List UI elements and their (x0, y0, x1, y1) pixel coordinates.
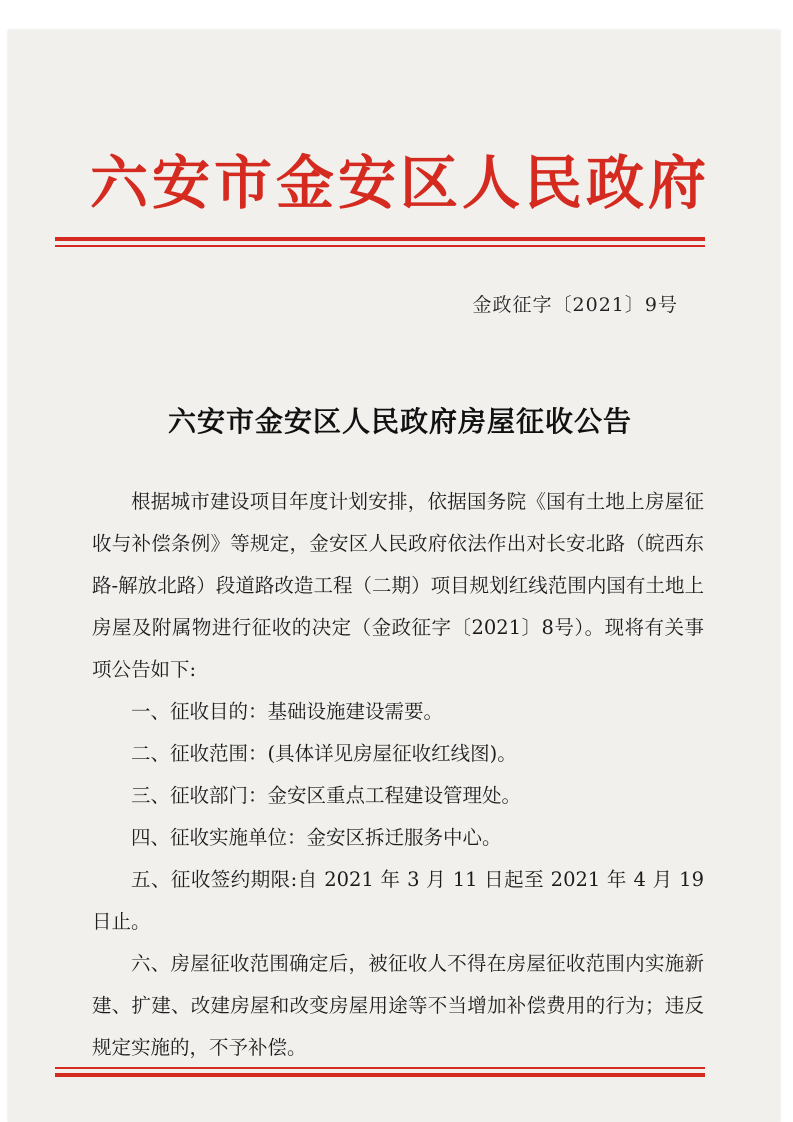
item-signing-period: 五、征收签约期限:自 2021 年 3 月 11 日起至 2021 年 4 月 19 日止。 (92, 868, 704, 933)
footer-red-rule (55, 1073, 705, 1077)
document-number: 金政征字〔2021〕9号 (472, 294, 678, 316)
notice-title: 六安市金安区人民政府房屋征收公告 (167, 405, 632, 438)
item-restrictions: 六、房屋征收范围确定后，被征收人不得在房屋征收范围内实施新建、扩建、改建房屋和改变房屋用途等不当增加补偿费用的行为；违反规定实施的，不予补偿。 (92, 952, 704, 1059)
item-department: 三、征收部门：金安区重点工程建设管理处。 (131, 784, 522, 807)
intro-paragraph: 根据城市建设项目年度计划安排，依据国务院《国有土地上房屋征收与补偿条例》等规定，金安区人民政府依法作出对长安北路（皖西东路-解放北路）段道路改造工程（二期）项目规划红线范围内国有土地上房屋及附属物进行征收的决定（金政征字〔2021〕8号）。现将有关事项公告如下: (92, 490, 704, 681)
item-purpose: 一、征收目的：基础设施建设需要。 (131, 700, 444, 723)
notice-body (92, 481, 704, 1069)
header-red-rule (55, 237, 705, 241)
footer-red-rule-thin (55, 1067, 705, 1069)
issuing-authority-header: 六安市金安区人民政府 (89, 149, 710, 217)
item-scope: 二、征收范围：(具体详见房屋征收红线图)。 (131, 742, 517, 765)
item-implementing-unit: 四、征收实施单位：金安区拆迁服务中心。 (131, 826, 502, 849)
header-red-rule-thin (55, 245, 705, 247)
